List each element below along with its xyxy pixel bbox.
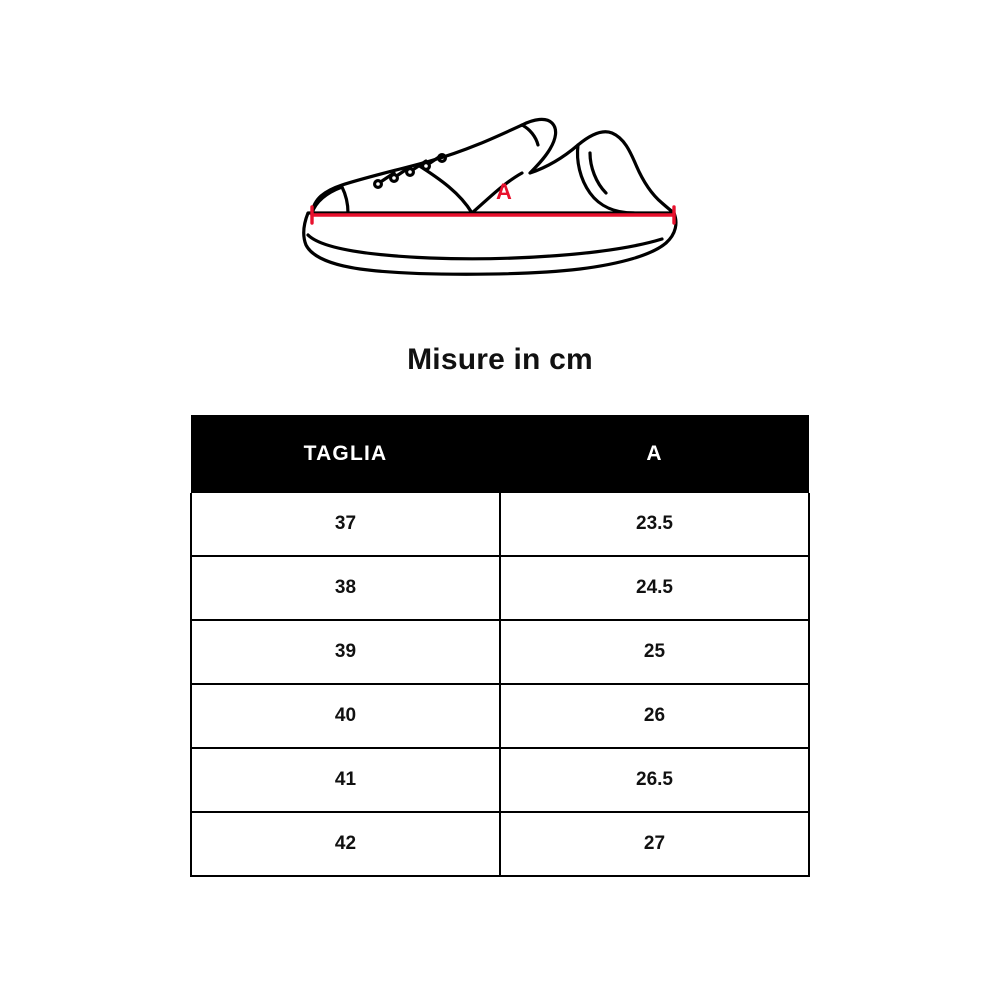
cell-taglia: 38 bbox=[191, 556, 500, 620]
cell-taglia: 41 bbox=[191, 748, 500, 812]
table-row bbox=[191, 812, 809, 876]
cell-taglia: 37 bbox=[191, 493, 500, 556]
cell-a: 24.5 bbox=[500, 556, 809, 620]
measure-letter-a-label: A bbox=[496, 179, 513, 204]
table-row bbox=[191, 748, 809, 812]
cell-a: 26.5 bbox=[500, 748, 809, 812]
cell-a: 23.5 bbox=[500, 493, 809, 556]
table-row bbox=[191, 493, 809, 556]
table-row bbox=[191, 556, 809, 620]
table-row bbox=[191, 684, 809, 748]
column-header-taglia: TAGLIA bbox=[191, 415, 500, 493]
cell-a: 26 bbox=[500, 684, 809, 748]
cell-a: 27 bbox=[500, 812, 809, 876]
cell-taglia: 42 bbox=[191, 812, 500, 876]
table-header-row bbox=[191, 415, 809, 493]
cell-taglia: 40 bbox=[191, 684, 500, 748]
table-header bbox=[191, 415, 809, 493]
size-table bbox=[190, 415, 810, 877]
page-title: Misure in cm bbox=[407, 343, 593, 376]
shoe-illustration bbox=[290, 95, 710, 295]
column-header-a: A bbox=[500, 415, 809, 493]
size-table-container bbox=[190, 415, 810, 877]
cell-taglia: 39 bbox=[191, 620, 500, 684]
table-body bbox=[191, 493, 809, 876]
table-row bbox=[191, 620, 809, 684]
cell-a: 25 bbox=[500, 620, 809, 684]
